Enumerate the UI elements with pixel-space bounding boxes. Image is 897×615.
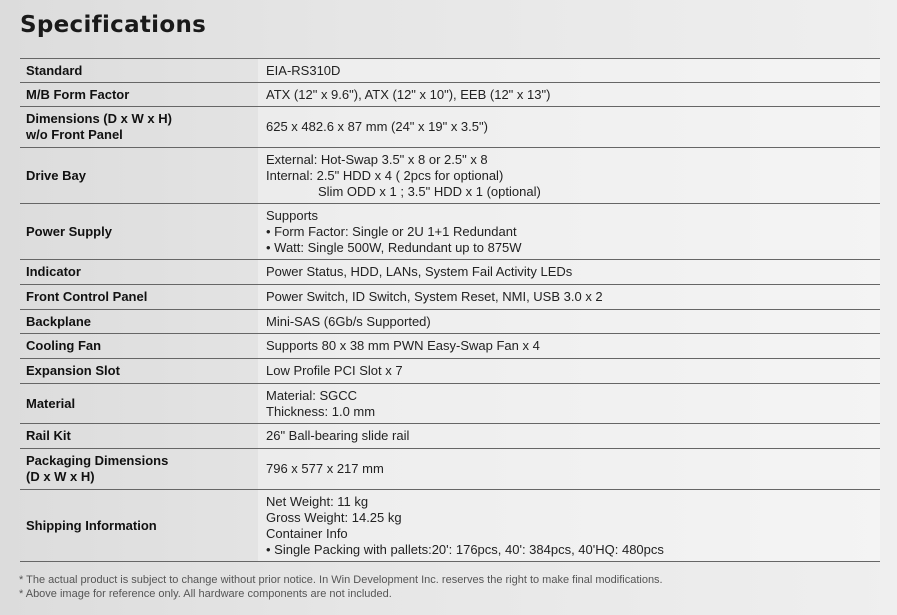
table-row <box>20 359 880 384</box>
spec-value-line: Power Status, HDD, LANs, System Fail Activity LEDs <box>266 264 573 279</box>
footnote: * Above image for reference only. All hardware components are not included. <box>19 588 392 600</box>
table-row <box>20 285 880 310</box>
spec-label-line: Material <box>26 395 76 411</box>
spec-label <box>20 148 258 204</box>
spec-label-line: M/B Form Factor <box>26 86 130 102</box>
spec-label-line: (D x W x H) <box>26 469 95 484</box>
table-row <box>20 449 880 490</box>
table-row <box>20 334 880 359</box>
spec-value <box>258 285 880 310</box>
spec-label <box>20 83 258 107</box>
spec-label-line: Power Supply <box>26 223 112 239</box>
spec-value <box>258 384 880 424</box>
spec-label <box>20 359 258 384</box>
spec-value <box>258 83 880 107</box>
spec-label <box>20 310 258 334</box>
spec-label-line: w/o Front Panel <box>26 127 123 142</box>
spec-value-line: Slim ODD x 1 ; 3.5" HDD x 1 (optional) <box>318 183 541 199</box>
spec-label-line: Expansion Slot <box>26 363 120 378</box>
spec-value-line: • Single Packing with pallets:20': 176pcs, 40': 384pcs, 40'HQ: 480pcs <box>266 541 664 557</box>
spec-value-line: EIA-RS310D <box>266 62 341 78</box>
spec-value-line: Low Profile PCI Slot x 7 <box>266 363 403 378</box>
spec-value <box>258 490 880 562</box>
table-row <box>20 204 880 260</box>
spec-value <box>258 148 880 204</box>
spec-value-line: • Form Factor: Single or 2U 1+1 Redundant <box>266 223 517 239</box>
spec-value <box>258 334 880 359</box>
spec-label-line: Packaging Dimensions <box>26 453 169 468</box>
spec-value-line: Mini-SAS (6Gb/s Supported) <box>266 313 431 329</box>
table-row <box>20 310 880 334</box>
spec-label <box>20 59 258 83</box>
spec-label-line: Drive Bay <box>26 167 86 183</box>
table-row <box>20 148 880 204</box>
spec-value-line: 625 x 482.6 x 87 mm (24" x 19" x 3.5") <box>266 119 488 134</box>
spec-value-line: ATX (12" x 9.6"), ATX (12" x 10"), EEB (12" x 13") <box>266 86 551 102</box>
spec-value <box>258 359 880 384</box>
spec-label <box>20 260 258 285</box>
table-row <box>20 424 880 449</box>
spec-value-line: 26" Ball-bearing slide rail <box>266 428 410 443</box>
spec-value <box>258 107 880 148</box>
spec-value <box>258 260 880 285</box>
table-row <box>20 490 880 562</box>
spec-label <box>20 490 258 562</box>
spec-value-line: Supports 80 x 38 mm PWN Easy-Swap Fan x 4 <box>266 338 540 353</box>
spec-value-line: Net Weight: 11 kg <box>266 493 369 509</box>
table-row <box>20 260 880 285</box>
spec-value-line: Power Switch, ID Switch, System Reset, NMI, USB 3.0 x 2 <box>266 289 603 304</box>
spec-label-line: Indicator <box>26 264 81 279</box>
spec-value-line: Material: SGCC <box>266 387 358 403</box>
spec-label-line: Cooling Fan <box>26 338 102 353</box>
spec-value <box>258 204 880 260</box>
spec-label-line: Shipping Information <box>26 517 157 533</box>
spec-value-line: • Watt: Single 500W, Redundant up to 875W <box>266 239 522 255</box>
spec-label <box>20 204 258 260</box>
spec-label-line: Backplane <box>26 313 92 329</box>
spec-label-line: Dimensions (D x W x H) <box>26 111 172 126</box>
spec-label <box>20 107 258 148</box>
table-row <box>20 384 880 424</box>
table-row <box>20 59 880 83</box>
spec-value <box>258 310 880 334</box>
spec-value <box>258 424 880 449</box>
spec-value-line: Gross Weight: 14.25 kg <box>266 509 402 525</box>
spec-value-line: External: Hot-Swap 3.5" x 8 or 2.5" x 8 <box>266 151 488 167</box>
spec-value-line: 796 x 577 x 217 mm <box>266 461 384 476</box>
spec-label <box>20 449 258 490</box>
spec-label-line: Front Control Panel <box>26 289 148 304</box>
spec-label <box>20 424 258 449</box>
spec-value <box>258 59 880 83</box>
spec-label-line: Standard <box>26 62 83 78</box>
spec-label <box>20 285 258 310</box>
spec-value-line: Container Info <box>266 525 348 541</box>
page-title: Specifications <box>20 12 207 38</box>
spec-value-line: Supports <box>266 207 319 223</box>
spec-label <box>20 384 258 424</box>
footnotes <box>19 573 663 601</box>
spec-label <box>20 334 258 359</box>
footnote: * The actual product is subject to change without prior notice. In Win Development Inc. reserves the right to make final modifications. <box>19 574 663 586</box>
spec-value-line: Internal: 2.5" HDD x 4 ( 2pcs for optional) <box>266 167 504 183</box>
spec-value <box>258 449 880 490</box>
specifications-table <box>20 58 880 562</box>
spec-label-line: Rail Kit <box>26 428 71 443</box>
spec-value-line: Thickness: 1.0 mm <box>266 403 376 419</box>
table-row <box>20 83 880 107</box>
table-row <box>20 107 880 148</box>
